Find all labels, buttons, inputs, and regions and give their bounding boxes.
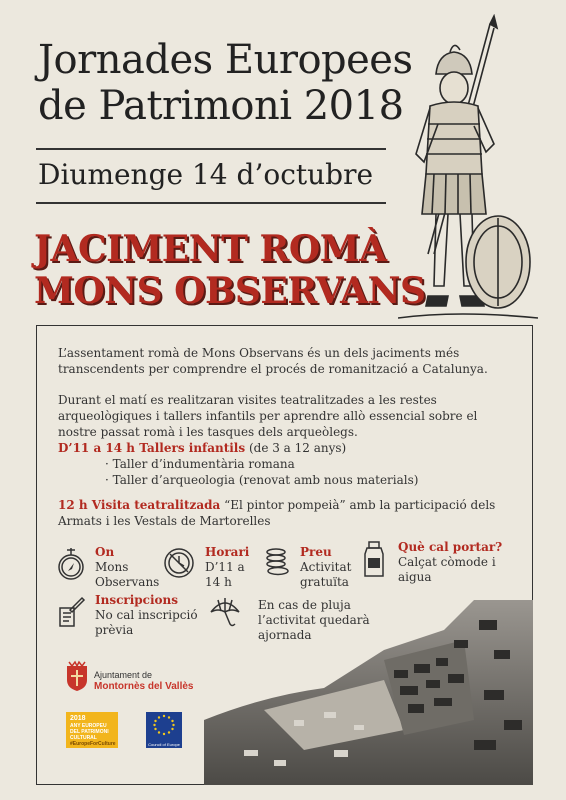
morning-paragraph: Durant el matí es realitzaran visites teatralitzades a les restes arqueològiques i tallers infantils per aprendre allò essencial sobre el nostre passat romà i les tasques dels arqueòlegs. [58,393,478,439]
portar-title: Què cal portar? [398,540,503,554]
archaeological-site-photo [204,600,533,785]
council-of-europe-logo [146,712,182,748]
eu-heritage-year-logo [66,712,118,748]
visit-paragraph [58,497,518,529]
event-date: Diumenge 14 d’octubre [38,158,374,191]
pencil-form-icon [56,596,86,630]
eu-line3: CULTURAL [70,735,97,741]
workshops-time: D’11 a 14 h Tallers infantils [58,441,246,455]
event-title-line1: Jornades Europees [38,37,413,83]
workshops-heading [58,440,518,456]
on-text: Mons Observans [95,560,160,589]
eu-stars-icon [146,712,182,738]
eu-year: 2018 [70,715,86,722]
horari-title: Horari [205,545,250,559]
site-title-line2: MONS OBSERVANS [34,270,426,312]
council-label: Council of Europe [148,742,180,747]
portar-text: Calçat còmode i aigua [398,555,496,584]
horari-text: D’11 a 14 h [205,560,245,589]
water-bottle-icon [360,540,388,580]
preu-title: Preu [300,545,332,559]
event-title-line2: de Patrimoni 2018 [38,83,404,129]
preu-text: Activitat gratuïta [300,560,352,589]
title-divider-bottom [36,202,386,204]
compass-icon [56,546,86,584]
intro-paragraph: L’assentament romà de Mons Observans és un dels jaciments més transcendents per comprendre el procés de romanització a Catalunya. [58,346,488,376]
visit-description: “El pintor pompeià” amb la participació dels Armats i les Vestals de Martorelles [58,498,496,528]
visit-time: 12 h Visita teatralitzada [58,498,221,512]
inscripcions-text: No cal inscripció prèvia [95,608,198,637]
title-divider-top [36,148,386,150]
workshop-item-2: · Taller d’arqueologia (renovat amb nous materials) [105,473,419,487]
workshop-item-1: · Taller d’indumentària romana [105,457,295,471]
ajuntament-crest-icon [64,660,90,692]
workshops-ages: (de 3 a 12 anys) [248,441,347,455]
clock-icon [162,546,196,580]
coins-icon [263,546,293,578]
pluja-text: En cas de pluja l’activitat quedarà ajornada [258,598,370,642]
eu-tag: #EuropeForCulture [70,741,116,747]
eu-line1: ANY EUROPEU [70,723,107,729]
eu-line2: DEL PATRIMONI [70,729,109,735]
ajuntament-name: Montornès del Vallès [94,681,194,692]
site-title-line1: JACIMENT ROMÀ [34,228,387,270]
roman-soldier-illustration [398,14,538,326]
on-title: On [95,545,115,559]
ajuntament-label: Ajuntament de [94,670,153,680]
inscripcions-title: Inscripcions [95,593,179,607]
